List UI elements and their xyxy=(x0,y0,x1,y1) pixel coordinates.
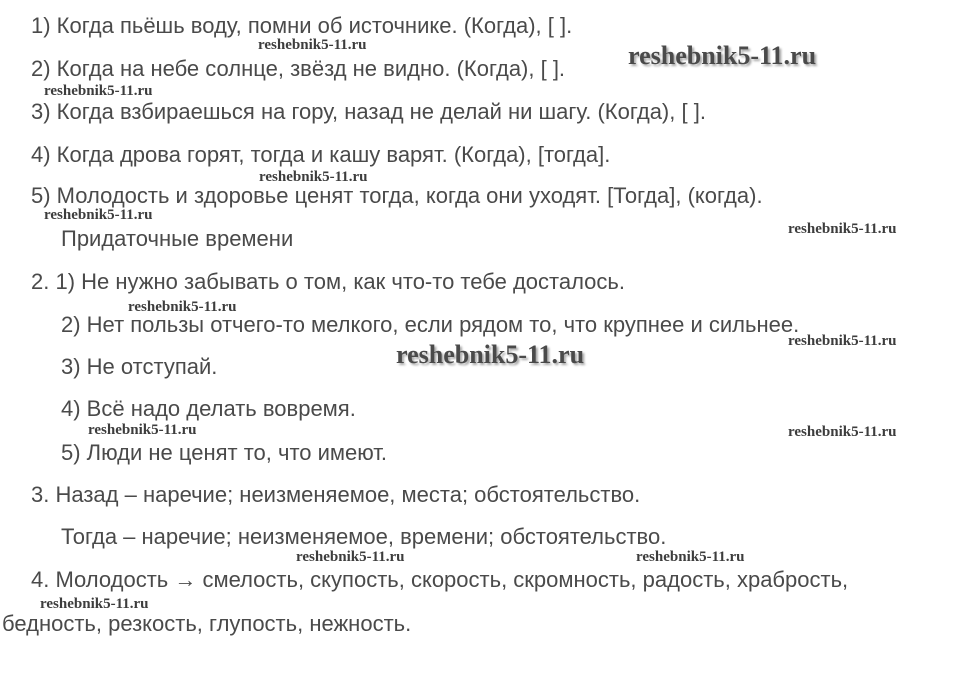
watermark: reshebnik5-11.ru xyxy=(788,221,897,237)
watermark: reshebnik5-11.ru xyxy=(44,83,153,99)
watermark: reshebnik5-11.ru xyxy=(259,169,368,185)
answer-2-line-5: 5) Люди не ценят то, что имеют. xyxy=(61,440,388,465)
answer-1-line-1: 1) Когда пьёшь воду, помни об источнике. (Когда), [ ]. xyxy=(31,13,573,38)
watermark: reshebnik5-11.ru xyxy=(788,424,897,440)
answer-1-line-5: 5) Молодость и здоровье ценят тогда, когда они уходят. [Тогда], (когда). xyxy=(31,183,763,208)
answer-3-line-2: Тогда – наречие; неизменяемое, времени; обстоятельство. xyxy=(61,524,667,549)
watermark: reshebnik5-11.ru xyxy=(396,340,585,369)
watermark: reshebnik5-11.ru xyxy=(628,41,817,70)
answer-1-line-2: 2) Когда на небе солнце, звёзд не видно. (Когда), [ ]. xyxy=(31,56,566,81)
watermark: reshebnik5-11.ru xyxy=(636,549,745,565)
answer-4-line-1: 4. Молодость → смелость, скупость, скорость, скромность, радость, храбрость, xyxy=(31,567,849,592)
answer-2-line-2: 2) Нет пользы отчего-то мелкого, если рядом то, что крупнее и сильнее. xyxy=(61,312,800,337)
watermark: reshebnik5-11.ru xyxy=(258,37,367,53)
answer-2-line-4: 4) Всё надо делать вовремя. xyxy=(61,396,356,421)
answer-3-line-1: 3. Назад – наречие; неизменяемое, места; обстоятельство. xyxy=(31,482,641,507)
answer-1-line-4: 4) Когда дрова горят, тогда и кашу варят. (Когда), [тогда]. xyxy=(31,142,611,167)
watermark: reshebnik5-11.ru xyxy=(788,333,897,349)
watermark: reshebnik5-11.ru xyxy=(88,422,197,438)
watermark: reshebnik5-11.ru xyxy=(296,549,405,565)
answer-4-line-2: бедность, резкость, глупость, нежность. xyxy=(2,611,412,636)
watermark: reshebnik5-11.ru xyxy=(128,299,237,315)
answer-2-line-3: 3) Не отступай. xyxy=(61,354,218,379)
watermark: reshebnik5-11.ru xyxy=(40,596,149,612)
answer-2-line-1: 2. 1) Не нужно забывать о том, как что-то тебе досталось. xyxy=(31,269,625,294)
answer-1-line-3: 3) Когда взбираешься на гору, назад не делай ни шагу. (Когда), [ ]. xyxy=(31,99,706,124)
watermark: reshebnik5-11.ru xyxy=(44,207,153,223)
answer-1-conclusion: Придаточные времени xyxy=(61,226,294,251)
